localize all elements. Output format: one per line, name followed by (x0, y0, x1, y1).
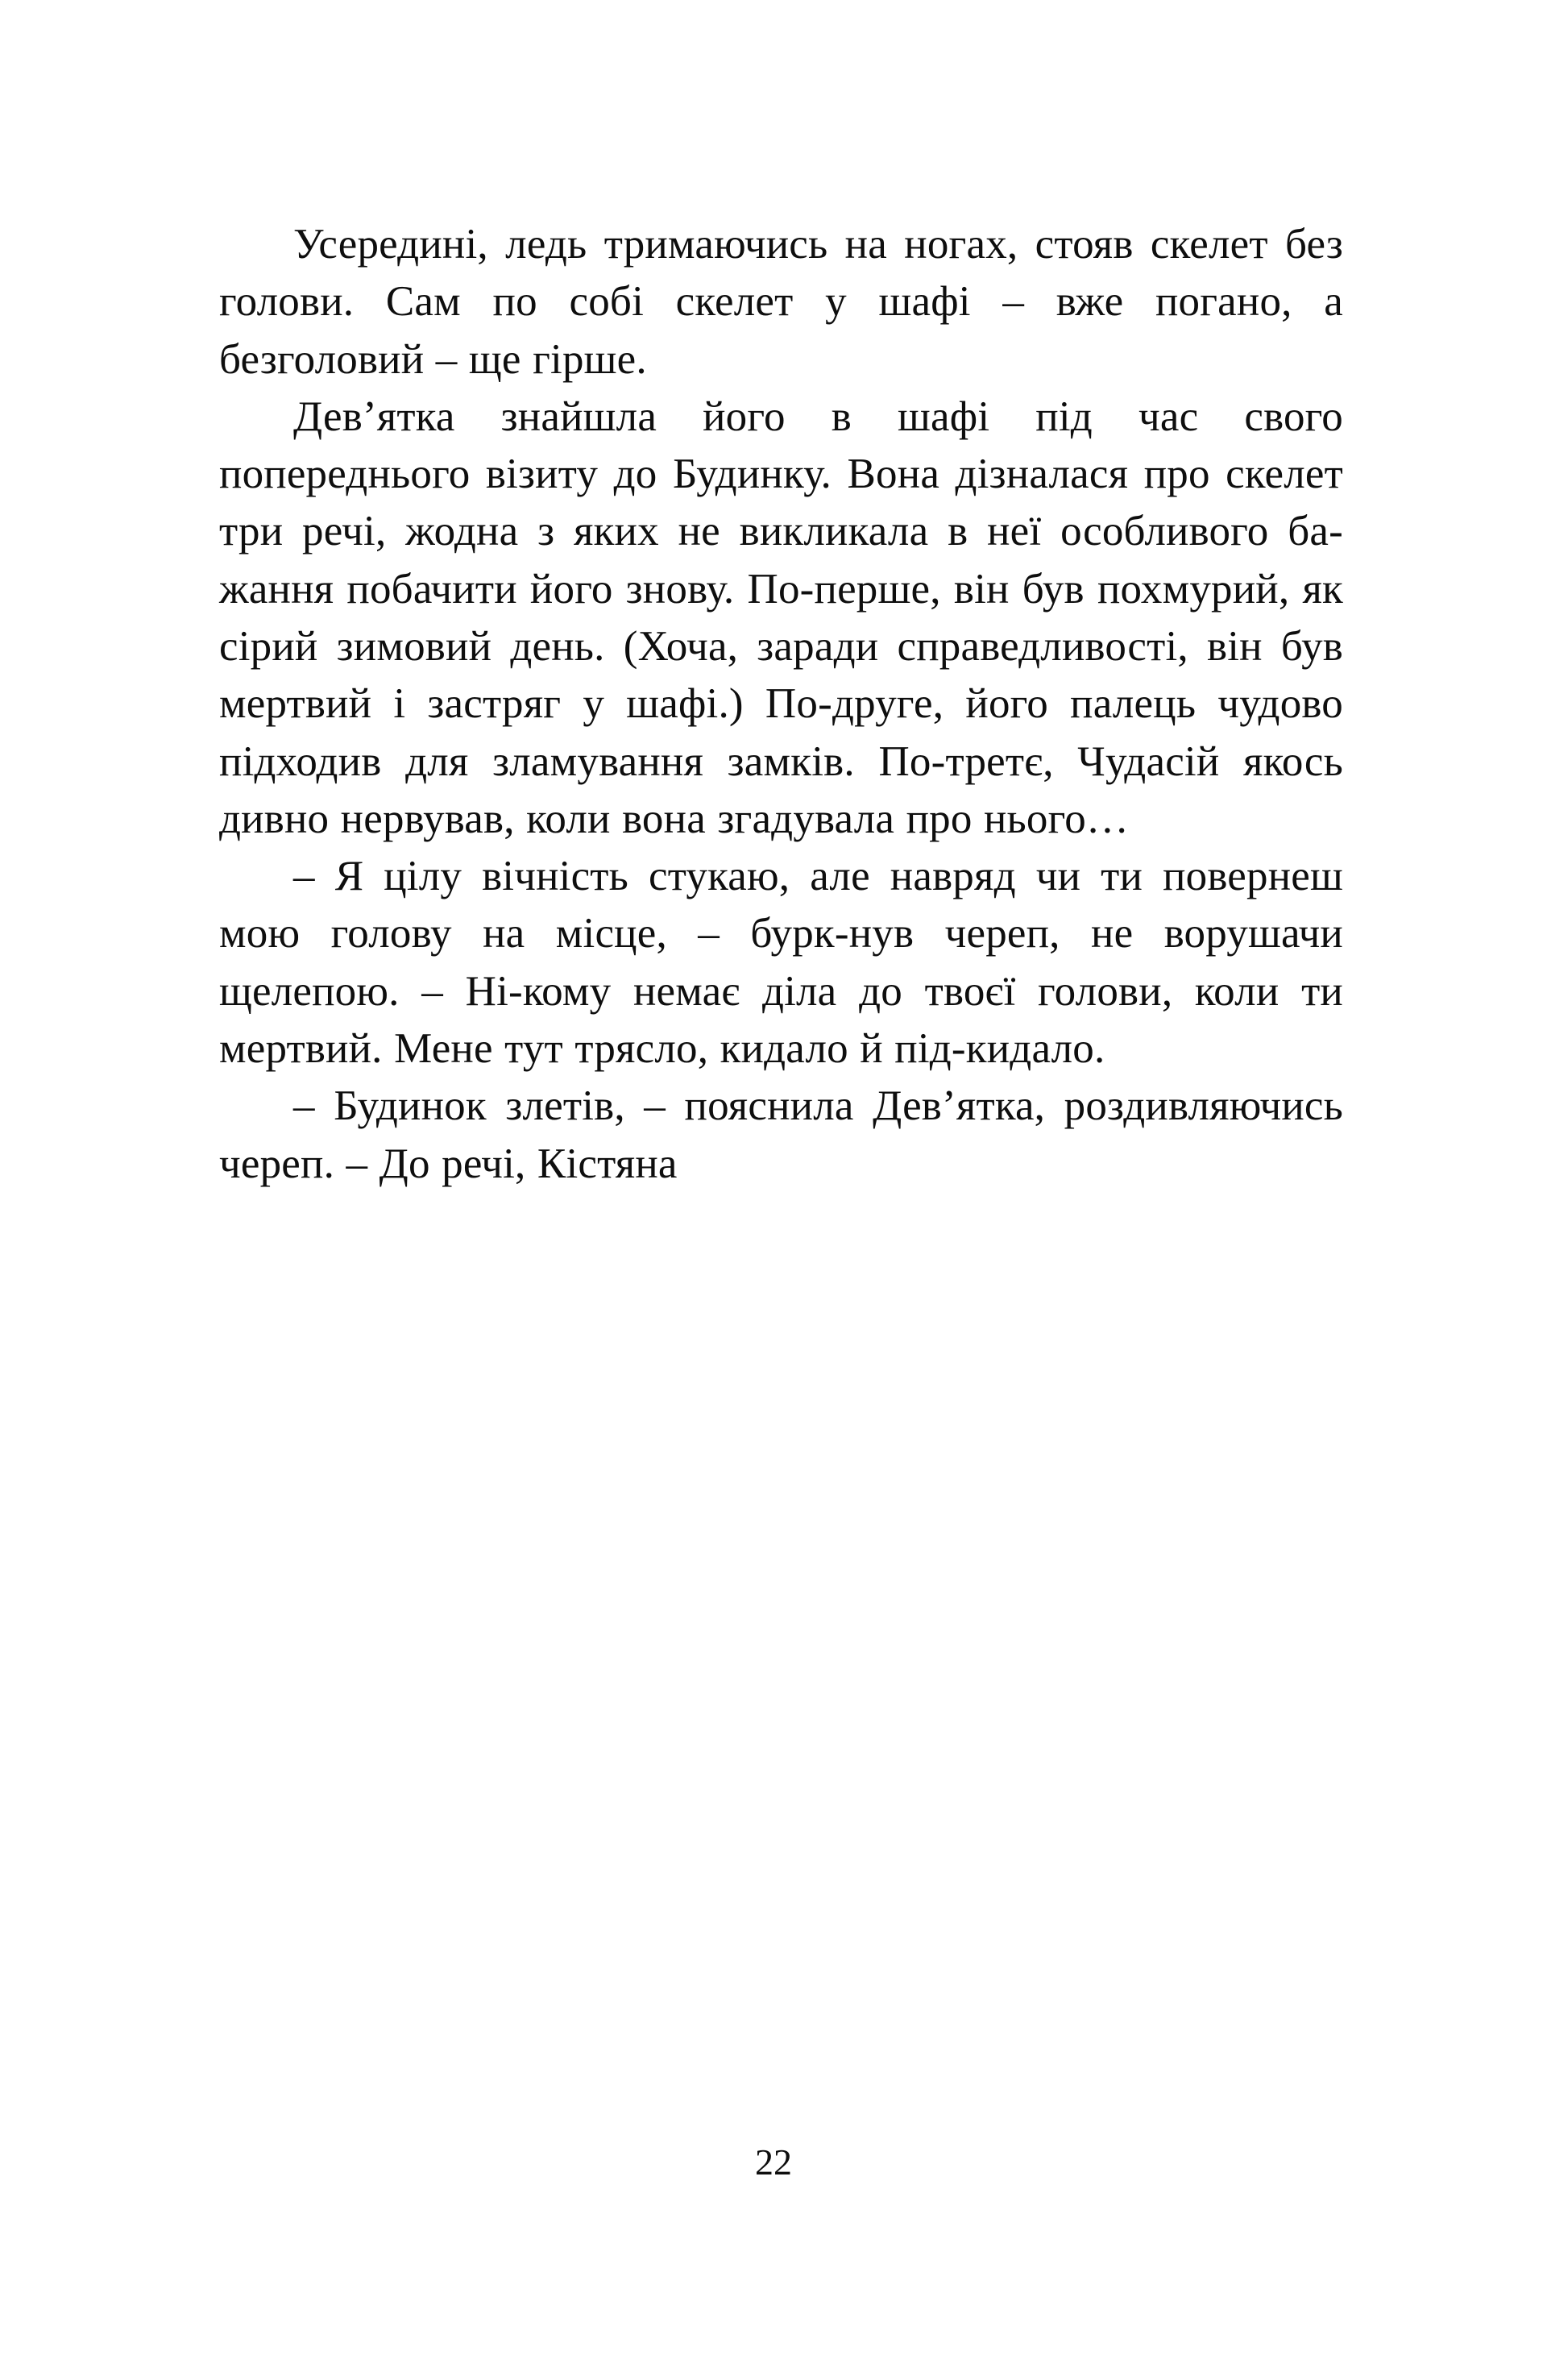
paragraph: – Я цілу вічність стукаю, але навряд чи ти повернеш мою голову на місце, – бурк-нув череп, не ворушачи щелепою. – Ні-кому немає діла до твоєї голови, коли ти мертвий. Мене тут трясло, кидало й під-кидало. (219, 853, 1343, 1072)
paragraph: Дев’ятка знайшла його в шафі під час свого попереднього візиту до Будинку. Вона дізналася про скелет три речі, жодна з яких не викликала в неї особливого ба-жання побачити його знову. По-перше, він був похмурий, як сірий зимовий день. (Хоча, заради справедливості, він був мертвий і застряг у шафі.) По-друге, його палець чудово підходив для зламування замків. По-третє, Чудасій якось дивно нервував, коли вона згадувала про нього… (219, 393, 1343, 842)
paragraph: – Будинок злетів, – пояснила Дев’ятка, роздивляючись череп. – До речі, Кістяна (219, 1082, 1343, 1187)
page-number: 22 (755, 2141, 792, 2183)
body-text (219, 216, 1343, 1193)
paragraph: Усередині, ледь тримаючись на ногах, стояв скелет без голови. Сам по собі скелет у шафі – вже погано, а безголовий – ще гірше. (219, 221, 1343, 383)
